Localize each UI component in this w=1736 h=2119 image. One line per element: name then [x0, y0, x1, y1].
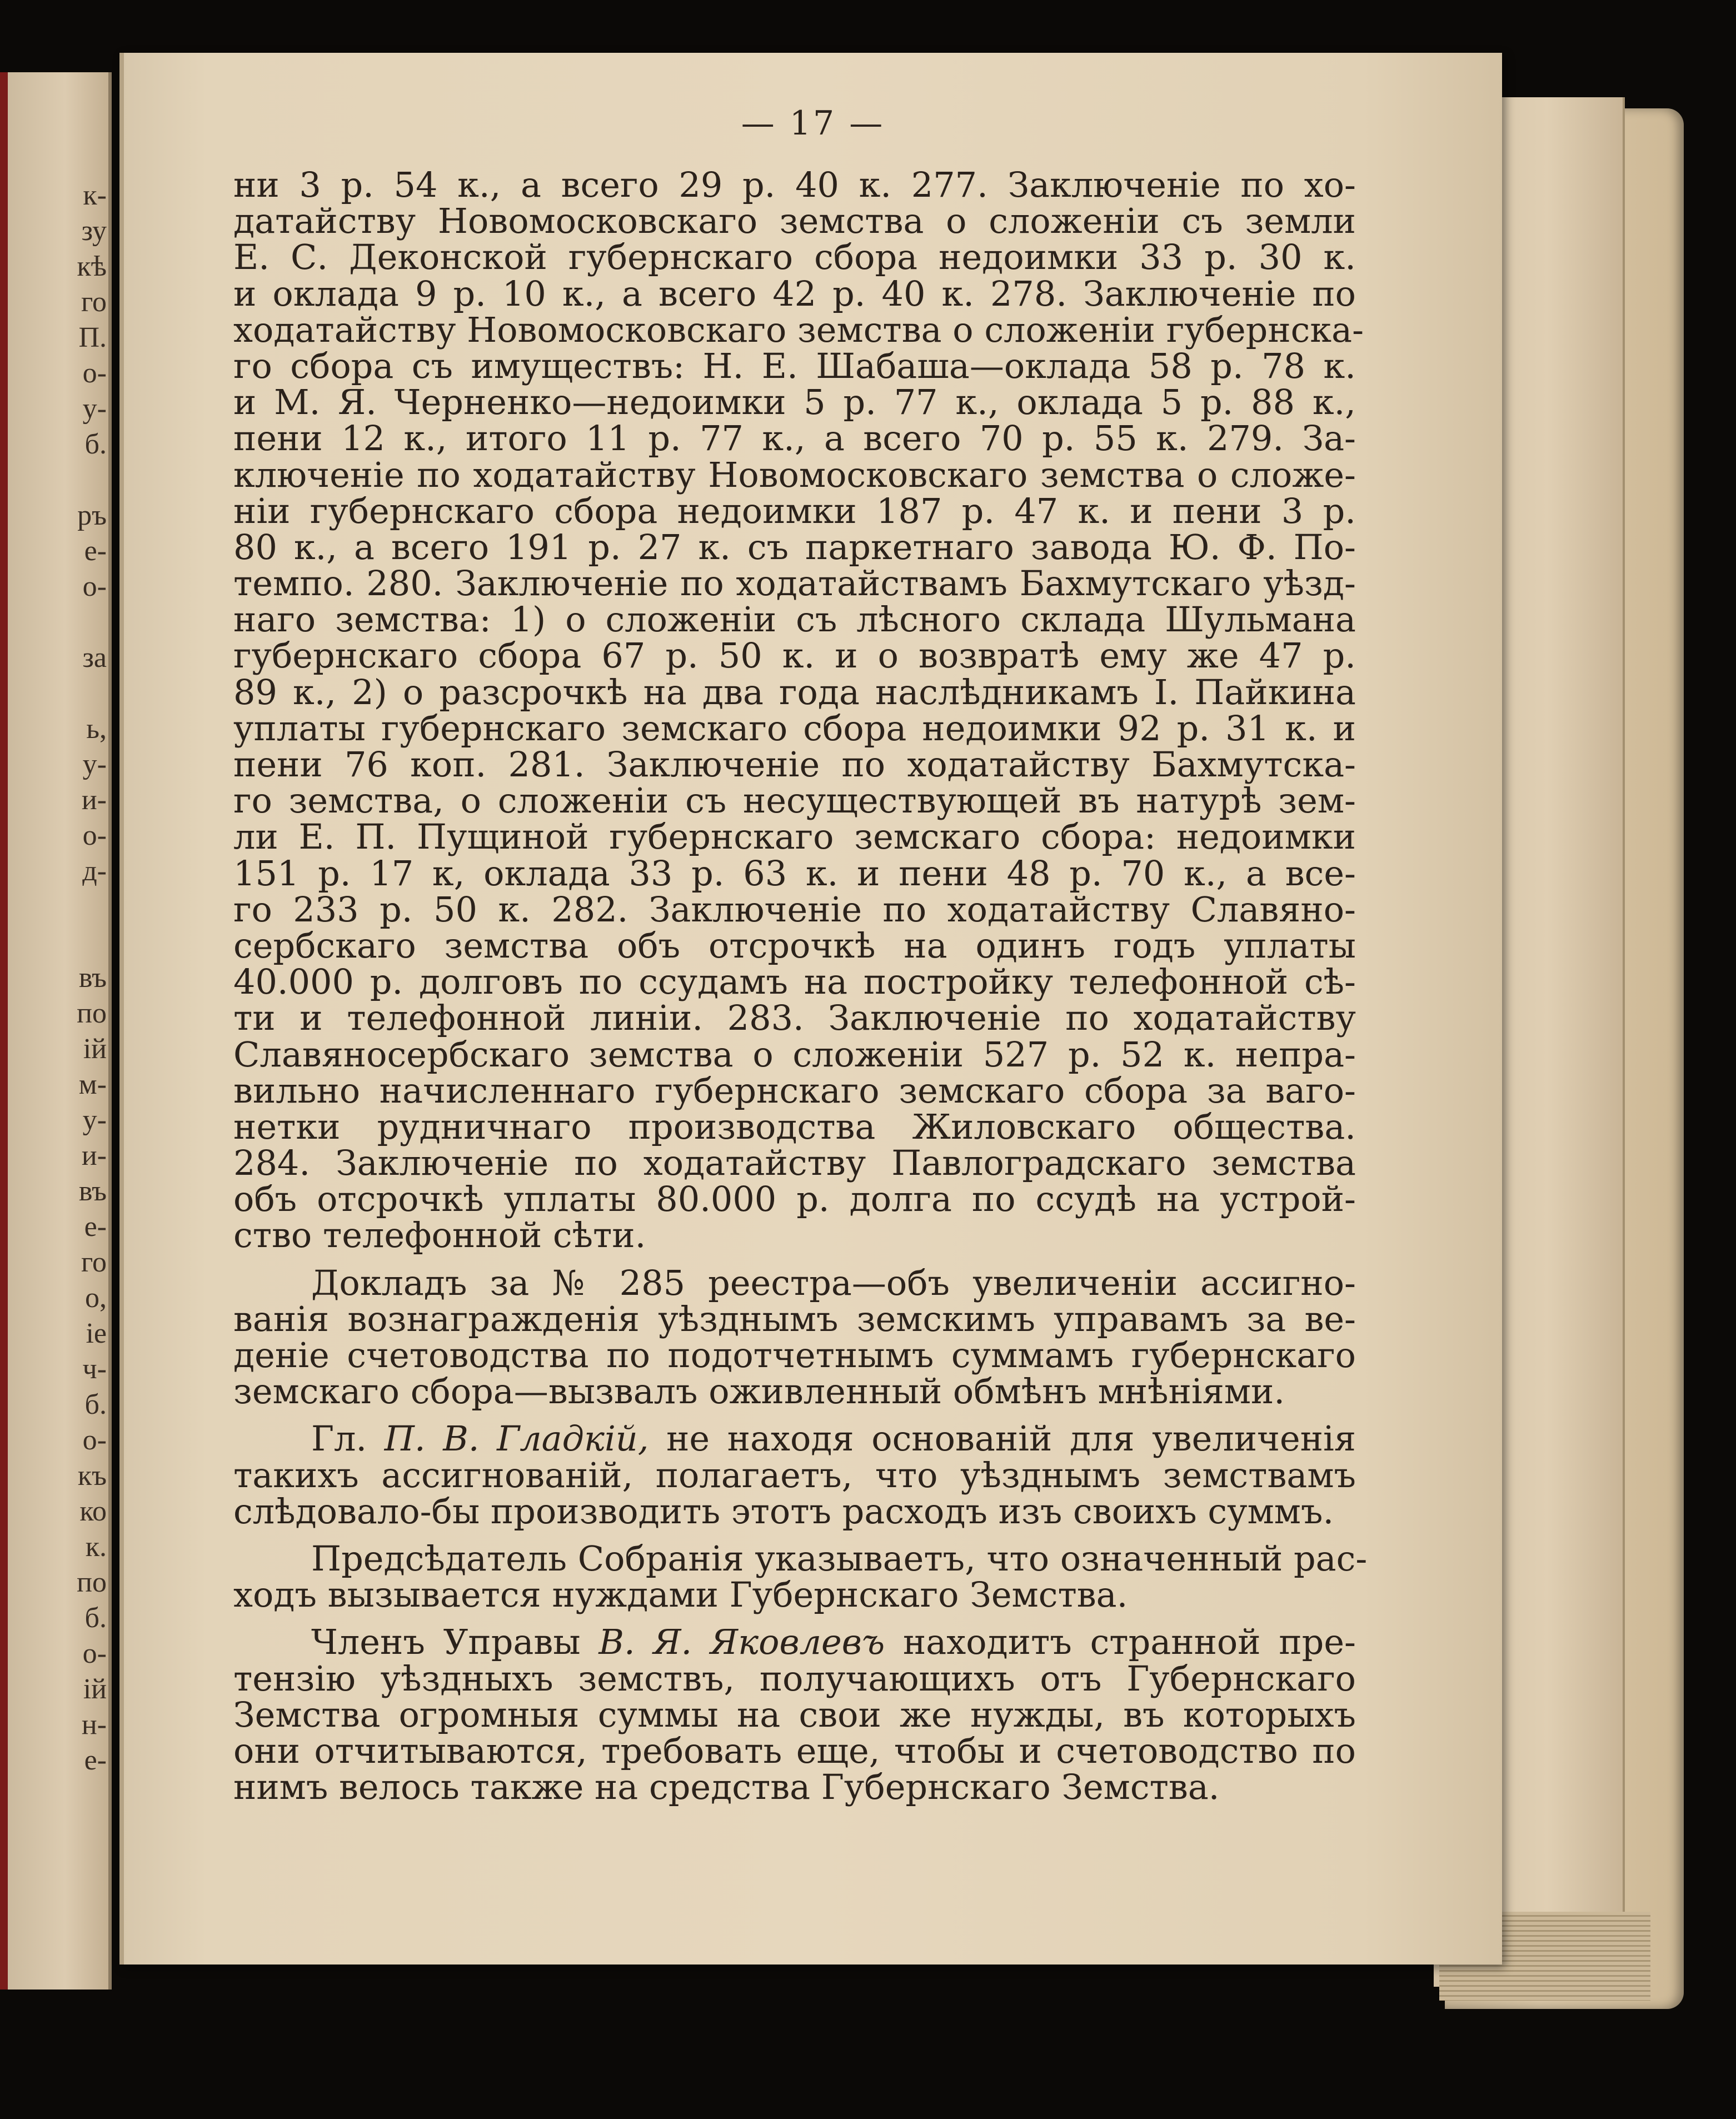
previous-page-fragment: [1, 925, 107, 960]
previous-page-fragment: ь,: [86, 713, 107, 745]
previous-page-fragment: въ: [78, 962, 107, 994]
previous-page-fragment: П.: [78, 322, 107, 353]
previous-page-fragment: е-: [84, 1744, 107, 1776]
text-line: ванія вознагражденія уѣзднымъ земскимъ управамъ за ве-: [233, 1298, 1356, 1339]
previous-page-fragment: е-: [84, 1211, 107, 1243]
text-line: тензію уѣздныхъ земствъ, получающихъ отъ Губернскаго: [233, 1658, 1356, 1699]
previous-page-fragment: б.: [84, 1389, 107, 1420]
text-line: ти и телефонной линіи. 283. Заключеніе по ходатайству: [233, 998, 1356, 1039]
previous-page-fragment: у-: [82, 393, 107, 425]
previous-page-fragment: о,: [85, 1282, 107, 1314]
text-line: 284. Заключеніе по ходатайству Павлоградскаго земства: [233, 1143, 1356, 1184]
previous-page-fragment: въ: [78, 1175, 107, 1207]
paragraph-p4: [233, 1529, 1368, 1616]
paragraph-p2: [233, 1254, 1356, 1410]
previous-page-fragment: ч-: [82, 1353, 107, 1385]
text-line: деніе счетоводства по подотчетнымъ суммамъ губернскаго: [233, 1335, 1356, 1375]
text-line: пени 12 к., итого 11 р. 77 к., а всего 70 р. 55 к. 279. За-: [233, 418, 1356, 459]
text-line: ходъ вызывается нуждами Губернскаго Земства.: [233, 1574, 1128, 1616]
text-line: объ отсрочкѣ уплаты 80.000 р. долга по ссудѣ на устрой-: [233, 1179, 1356, 1220]
page-number: — 17 —: [741, 104, 885, 143]
previous-page-fragment: ко: [79, 1495, 107, 1527]
previous-page-fragment: по: [77, 1567, 107, 1598]
text-line: датайству Новомосковскаго земства о сложеніи съ земли: [233, 201, 1356, 242]
text-line: темпо. 280. Заключеніе по ходатайствамъ Бахмутскаго уѣзд-: [233, 563, 1356, 604]
person-name: В. Я. Яковлевъ: [598, 1622, 885, 1663]
text-line: ходатайству Новомосковскаго земства о сложеніи губернска-: [233, 309, 1364, 350]
text-line: и оклада 9 р. 10 к., а всего 42 р. 40 к. 278. Заключеніе по: [233, 273, 1356, 314]
previous-page-fragment: ій: [83, 1033, 107, 1065]
previous-page-fragment: и-: [81, 1140, 107, 1171]
main-page: [119, 53, 1502, 1965]
text-line: такихъ ассигнованій, полагаетъ, что уѣзднымъ земствамъ: [233, 1454, 1356, 1495]
previous-page-text-fragments: [1, 178, 107, 1778]
previous-page-fragment: у-: [82, 749, 107, 780]
text-line: пени 76 коп. 281. Заключеніе по ходатайству Бахмутска-: [233, 744, 1356, 785]
paragraph-p1: [233, 164, 1364, 1256]
previous-page-fragment: іе: [86, 1318, 107, 1349]
previous-page-fragment: го: [81, 286, 107, 318]
text-line: сербскаго земства объ отсрочкѣ на одинъ годъ уплаты: [233, 925, 1356, 966]
previous-page-fragment: м-: [78, 1069, 107, 1100]
person-name: П. В. Гладкій,: [384, 1418, 649, 1459]
text-line: нимъ велось также на средства Губернскаго Земства.: [233, 1767, 1220, 1808]
previous-page-fragment: о-: [82, 1638, 107, 1669]
text-line: го земства, о сложеніи съ несуществующей въ натурѣ зем-: [233, 780, 1356, 821]
previous-page-fragment: б.: [84, 428, 107, 460]
text-line: Славяносербскаго земства о сложеніи 527 р. 52 к. непра-: [233, 1034, 1356, 1075]
previous-page-fragment: кѣ: [77, 251, 107, 282]
text-line: уплаты губернскаго земскаго сбора недоимки 92 р. 31 к. и: [233, 707, 1356, 749]
text-line: ство телефонной сѣти.: [233, 1215, 646, 1256]
text-line: ли Е. П. Пущиной губернскаго земскаго сбора: недоимки: [233, 816, 1356, 857]
previous-page-fragment: б.: [84, 1602, 107, 1634]
text-line: ніи губернскаго сбора недоимки 187 р. 47 к. и пени 3 р.: [233, 490, 1356, 531]
text-line: 151 р. 17 к, оклада 33 р. 63 к. и пени 48 р. 70 к., а все-: [233, 852, 1356, 894]
text-line: го сбора съ имуществъ: Н. Е. Шабаша—оклада 58 р. 78 к.: [233, 345, 1356, 386]
text-line: они отчитываются, требовать еще, чтобы и счетоводство по: [233, 1730, 1356, 1771]
previous-page: [0, 72, 112, 1990]
text-line: губернскаго сбора 67 р. 50 к. и о возвратѣ ему же 47 р.: [233, 635, 1356, 676]
previous-page-fragment: къ: [77, 1460, 107, 1492]
text-line: Членъ Управы В. Я. Яковлевъ находитъ странной пре-: [311, 1622, 1356, 1663]
previous-page-fragment: к-: [83, 180, 107, 211]
previous-page-fragment: о-: [82, 820, 107, 851]
text-line: ни 3 р. 54 к., а всего 29 р. 40 к. 277. Заключеніе по хо-: [233, 164, 1356, 205]
previous-page-fragment: о-: [82, 1424, 107, 1456]
text-line: го 233 р. 50 к. 282. Заключеніе по ходатайству Славяно-: [233, 889, 1356, 930]
previous-page-fragment: о-: [82, 571, 107, 602]
text-line: ключеніе по ходатайству Новомосковскаго земства о сложе-: [233, 454, 1356, 495]
text-line: Е. С. Деконской губернскаго сбора недоимки 33 р. 30 к.: [233, 237, 1356, 278]
previous-page-fragment: [1, 676, 107, 711]
previous-page-fragment: зу: [81, 215, 107, 247]
text-line: и М. Я. Черненко—недоимки 5 р. 77 к., оклада 5 р. 88 к.,: [233, 382, 1356, 423]
text-line: 40.000 р. долговъ по ссудамъ на постройку телефонной сѣ-: [233, 961, 1356, 1003]
paragraph-p5: [233, 1613, 1356, 1808]
previous-page-fragment: ръ: [77, 500, 107, 531]
text-line: 89 к., 2) о разсрочкѣ на два года наслѣдникамъ І. Пайкина: [233, 671, 1356, 712]
previous-page-fragment: по: [77, 998, 107, 1029]
previous-page-fragment: за: [82, 642, 107, 674]
page-text: [233, 164, 1368, 1808]
paragraph-p3: [233, 1409, 1356, 1532]
previous-page-fragment: н-: [81, 1709, 107, 1741]
text-line: 80 к., а всего 191 р. 27 к. съ паркетнаго завода Ю. Ф. По-: [233, 526, 1356, 567]
previous-page-fragment: к.: [85, 1531, 107, 1563]
previous-page-fragment: у-: [82, 1104, 107, 1136]
text-line: Гл. П. В. Гладкій, не находя основаній для увеличенія: [311, 1418, 1356, 1459]
text-line: Докладъ за № 285 реестра—объ увеличеніи ассигно-: [311, 1262, 1356, 1303]
previous-page-fragment: [1, 605, 107, 640]
previous-page-fragment: д-: [82, 855, 107, 887]
text-line: наго земства: 1) о сложеніи съ лѣсного склада Шульмана: [233, 599, 1356, 640]
text-line: Предсѣдатель Собранія указываетъ, что означенный рас-: [311, 1538, 1368, 1579]
text-line: земскаго сбора—вызвалъ оживленный обмѣнъ мнѣніями.: [233, 1371, 1285, 1412]
previous-page-fragment: [1, 462, 107, 498]
text-line: вильно начисленнаго губернскаго земскаго сбора за ваго-: [233, 1070, 1356, 1111]
previous-page-fragment: е-: [84, 535, 107, 567]
text-line: Земства огромныя суммы на свои же нужды, въ которыхъ: [233, 1694, 1356, 1735]
previous-page-fragment: [1, 889, 107, 925]
text-line: нетки рудничнаго производства Жиловскаго общества.: [233, 1106, 1356, 1147]
previous-page-fragment: ій: [83, 1673, 107, 1705]
previous-page-fragment: го: [81, 1247, 107, 1278]
previous-page-fragment: и-: [81, 784, 107, 816]
previous-page-fragment: о-: [82, 357, 107, 389]
text-line: слѣдовало-бы производить этотъ расходъ изъ своихъ суммъ.: [233, 1490, 1334, 1532]
